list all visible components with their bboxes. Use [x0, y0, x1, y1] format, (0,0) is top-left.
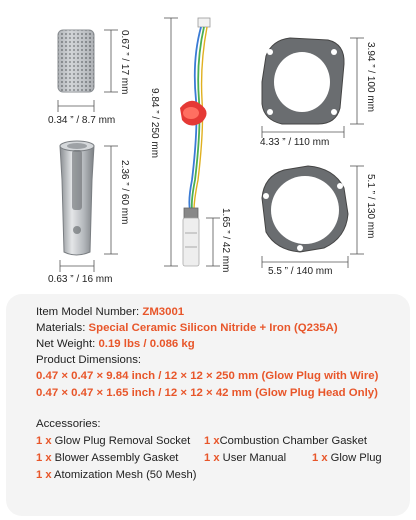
- accessory-item: 1 x Glow Plug: [312, 452, 382, 464]
- dimension-line-1: 0.47 × 0.47 × 9.84 inch / 12 × 12 × 250 mm (Glow Plug with Wire): [36, 370, 379, 382]
- gasket2-width-label: 5.5 ” / 140 mm: [268, 266, 333, 277]
- materials-value: Special Ceramic Silicon Nitride + Iron (Q235A): [88, 322, 338, 334]
- weight-value: 0.19 lbs / 0.086 kg: [98, 338, 195, 350]
- gasket1-height-label: 3.94 ” / 100 mm: [365, 42, 376, 113]
- dimension-line-2: 0.47 × 0.47 × 1.65 inch / 12 × 12 × 42 mm (Glow Plug Head Only): [36, 387, 378, 399]
- weight-label: Net Weight:: [36, 338, 99, 350]
- blower-gasket-image: [262, 166, 348, 252]
- model-label: Item Model Number:: [36, 306, 143, 318]
- gasket2-height-label: 5.1 ” / 130 mm: [365, 174, 376, 239]
- model-value: ZM3001: [142, 306, 185, 318]
- mesh-width-label: 0.34 ” / 8.7 mm: [48, 115, 116, 126]
- plug-length-label: 9.84 ” / 250 mm: [149, 88, 160, 159]
- weight-row: [36, 338, 195, 350]
- plug-head-label: 1.65 ” / 42 mm: [220, 208, 231, 273]
- gasket1-width-label: 4.33 ” / 110 mm: [260, 137, 330, 148]
- materials-label: Materials:: [36, 322, 89, 334]
- materials-row: [36, 322, 338, 334]
- dimensions-heading: Product Dimensions:: [36, 354, 142, 366]
- socket-height-label: 2.36 ” / 60 mm: [119, 160, 130, 225]
- accessory-item: 1 x Atomization Mesh (50 Mesh): [36, 469, 197, 481]
- removal-socket-image: [60, 141, 94, 255]
- accessory-item: 1 x User Manual: [204, 452, 287, 464]
- combustion-gasket-image: [262, 38, 344, 124]
- model-number-row: [36, 306, 184, 318]
- accessory-item: 1 xCombustion Chamber Gasket: [204, 435, 367, 447]
- atomization-mesh-image: [58, 30, 94, 92]
- socket-width-label: 0.63 ” / 16 mm: [48, 274, 113, 285]
- accessories-heading: Accessories:: [36, 418, 101, 430]
- glow-plug-image: [180, 18, 210, 266]
- accessory-item: 1 x Blower Assembly Gasket: [36, 452, 179, 464]
- mesh-height-label: 0.67 ” / 17 mm: [119, 30, 130, 95]
- accessory-item: 1 x Glow Plug Removal Socket: [36, 435, 191, 447]
